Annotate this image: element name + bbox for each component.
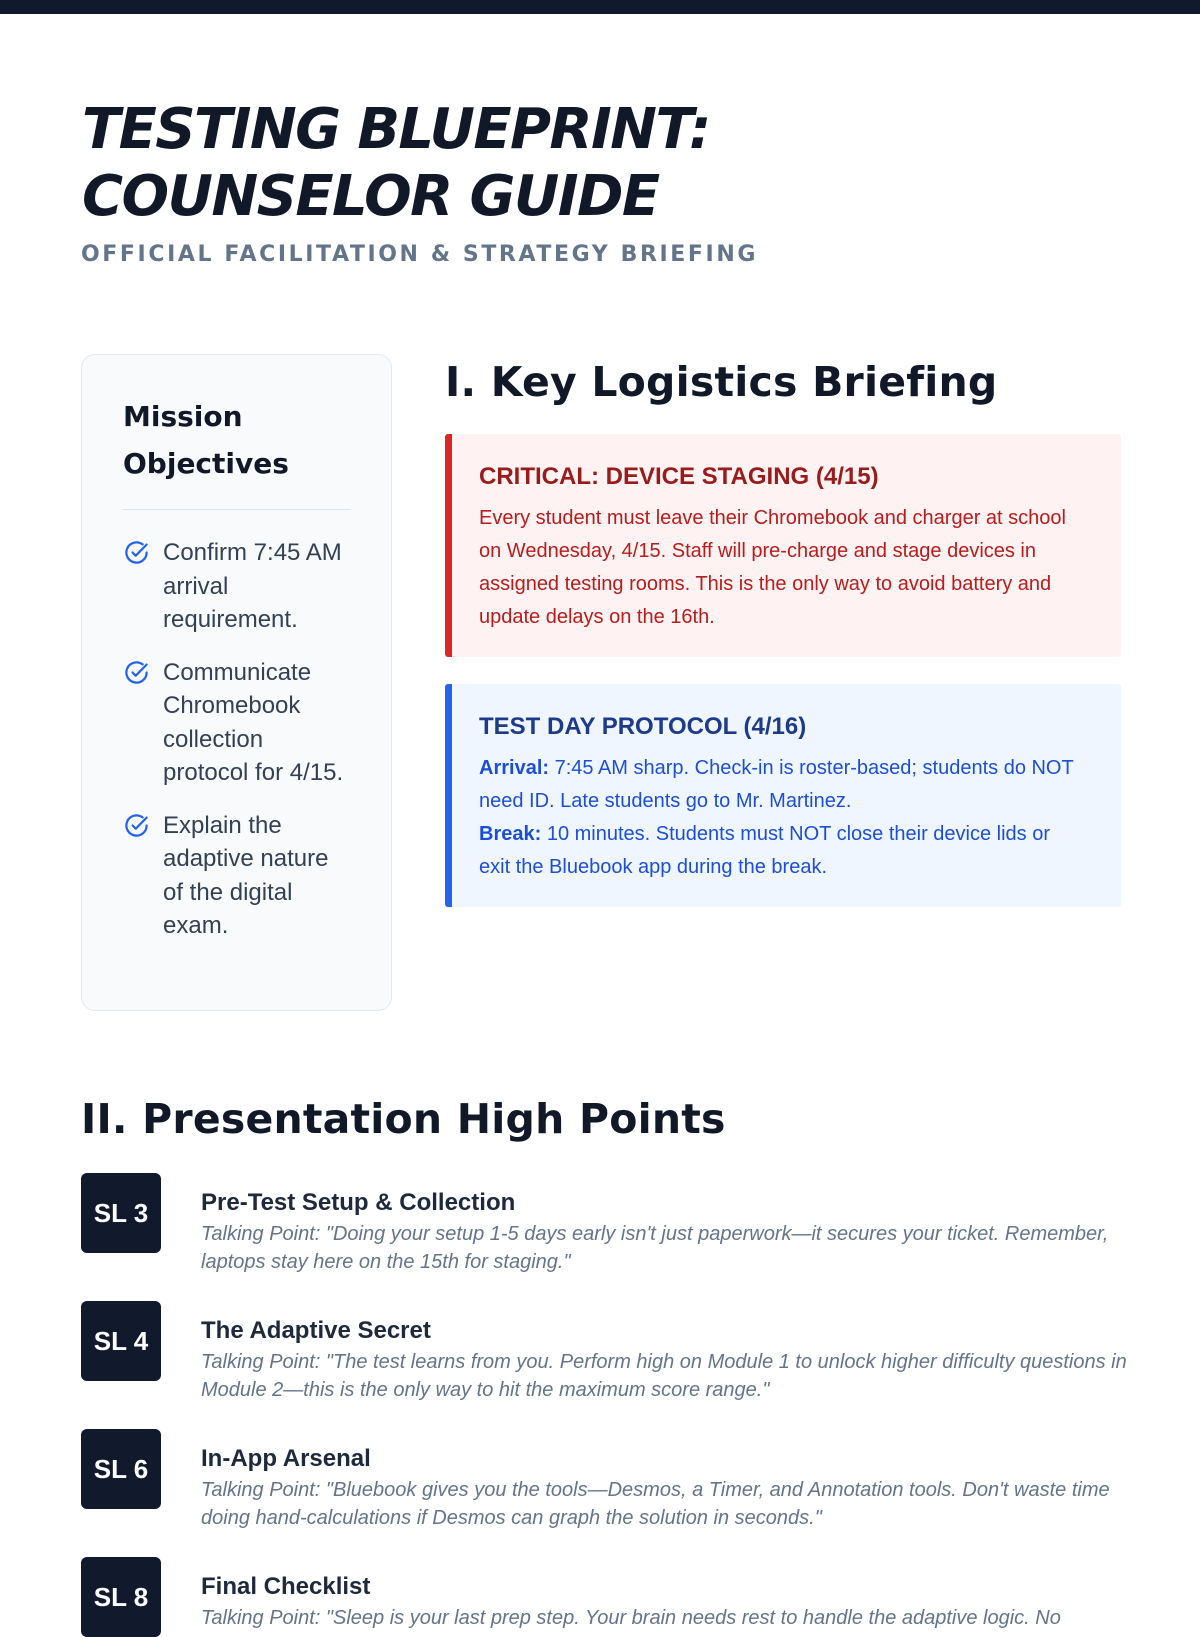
- slide-title: The Adaptive Secret: [201, 1317, 431, 1344]
- critical-alert-title: CRITICAL: DEVICE STAGING (4/15): [479, 463, 879, 490]
- page-title: [82, 96, 982, 230]
- arrival-text: 7:45 AM sharp. Check-in is roster-based; students do NOT need ID. Late students go to Mr. Martinez.: [479, 757, 1074, 812]
- slide-title: Pre-Test Setup & Collection: [201, 1189, 516, 1216]
- page-title-line-1: TESTING BLUEPRINT:: [82, 97, 710, 162]
- slide-badge: SL 3: [81, 1173, 161, 1253]
- slide-badge: SL 6: [81, 1429, 161, 1509]
- objective-text: Communicate Chromebook collection protocol for 4/15.: [163, 658, 344, 786]
- break-text: 10 minutes. Students must NOT close their device lids or exit the Bluebook app during the break.: [479, 823, 1051, 878]
- presentation-heading: II. Presentation High Points: [81, 1095, 726, 1143]
- page-subtitle: OFFICIAL FACILITATION & STRATEGY BRIEFING: [81, 242, 758, 267]
- slide-content: [201, 1573, 1161, 1632]
- break-label: Break:: [479, 823, 542, 845]
- protocol-alert: [445, 684, 1121, 907]
- check-circle-icon: [123, 659, 150, 686]
- objective-item: [123, 809, 351, 943]
- check-circle-icon: [123, 812, 150, 839]
- top-accent-bar: [0, 0, 1200, 14]
- slide-title: Final Checklist: [201, 1573, 371, 1600]
- arrival-label: Arrival:: [479, 757, 550, 779]
- slide-badge: SL 8: [81, 1557, 161, 1637]
- mission-objectives-title: Mission Objectives: [123, 400, 289, 480]
- objective-text: Explain the adaptive nature of the digital exam.: [163, 811, 329, 939]
- sidebar-divider: [123, 509, 351, 510]
- critical-alert: [445, 434, 1121, 657]
- objective-item: [123, 656, 351, 790]
- page-title-line-2: COUNSELOR GUIDE: [82, 164, 659, 229]
- slide-content: [201, 1317, 1161, 1404]
- objective-text: Confirm 7:45 AM arrival requirement.: [163, 539, 342, 633]
- objective-item: [123, 536, 351, 637]
- check-circle-icon: [123, 539, 150, 566]
- protocol-alert-title: TEST DAY PROTOCOL (4/16): [479, 713, 807, 740]
- slide-badge: SL 4: [81, 1301, 161, 1381]
- slide-title: In-App Arsenal: [201, 1445, 371, 1472]
- mission-objectives-panel: [81, 354, 392, 1011]
- slide-talking-point: Talking Point: "Doing your setup 1-5 days early isn't just paperwork—it secures your ticket. Remember, laptops stay here on the 15th for staging.": [201, 1223, 1109, 1273]
- slide-talking-point: Talking Point: "Bluebook gives you the tools—Desmos, a Timer, and Annotation tools. Don't waste time doing hand-calculations if Desmos can graph the solution in seconds.": [201, 1479, 1110, 1529]
- slide-talking-point: Talking Point: "The test learns from you. Perform high on Module 1 to unlock higher difficulty questions in Module 2—this is the only way to hit the maximum score range.": [201, 1351, 1127, 1401]
- slide-content: [201, 1189, 1161, 1276]
- slide-content: [201, 1445, 1161, 1532]
- logistics-heading: I. Key Logistics Briefing: [445, 358, 998, 406]
- critical-alert-body: Every student must leave their Chromebook and charger at school on Wednesday, 4/15. Staff will pre-charge and stage devices in assigned testing rooms. This is the only way to avoid battery and update delays on the 16th.: [479, 507, 1066, 628]
- protocol-alert-body: [479, 752, 1085, 884]
- slide-talking-point: Talking Point: "Sleep is your last prep step. Your brain needs rest to handle the adaptive logic. No: [201, 1607, 1061, 1629]
